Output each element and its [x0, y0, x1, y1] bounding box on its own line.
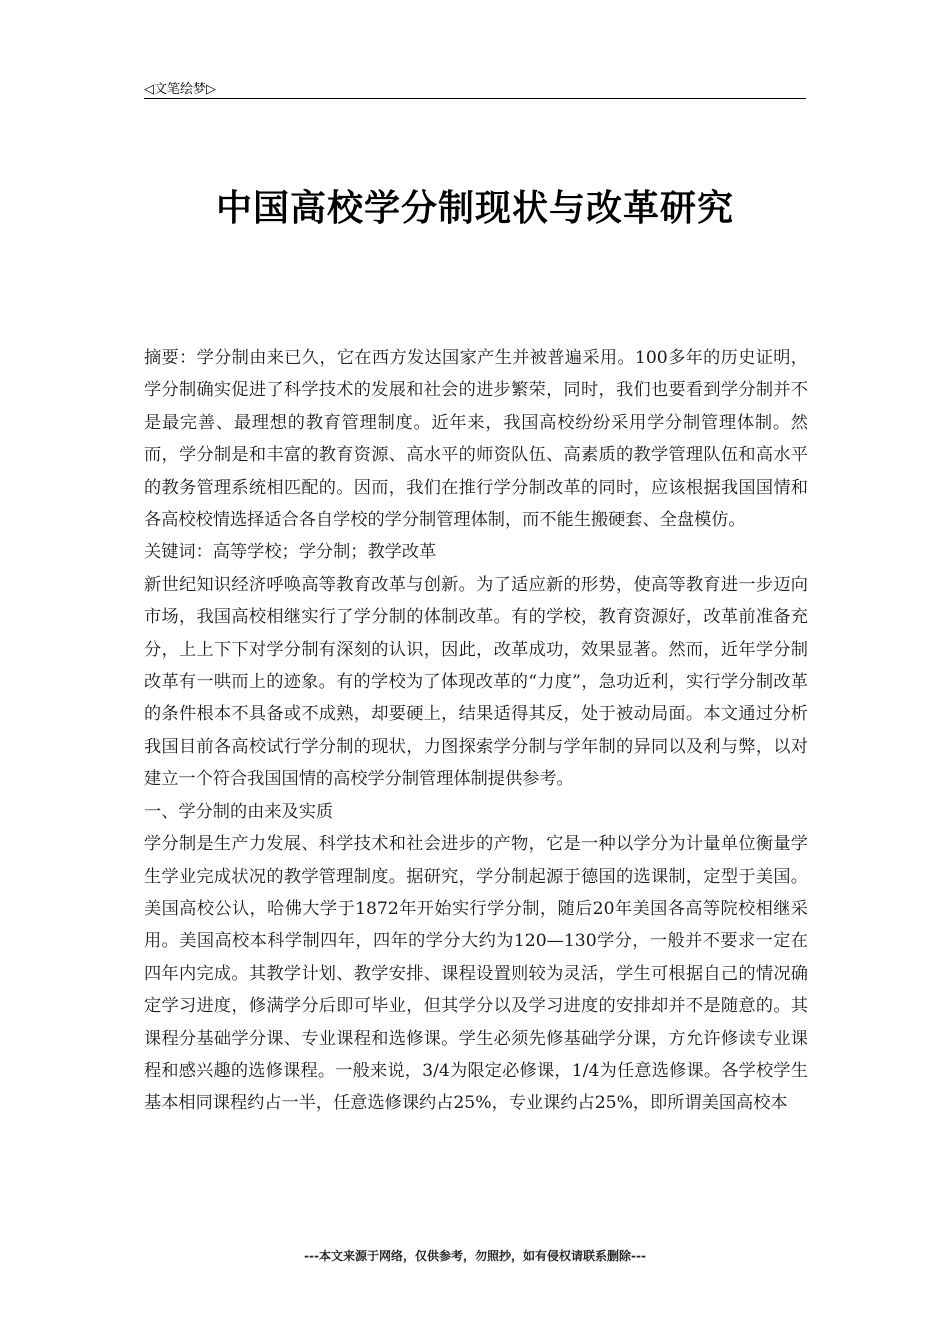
page-footer: ---本文来源于网络，仅供参考，勿照抄，如有侵权请联系删除--- [304, 1249, 646, 1263]
intro-paragraph: 新世纪知识经济呼唤高等教育改革与创新。为了适应新的形势，使高等教育进一步迈向市场，我国高校相继实行了学分制的体制改革。有的学校，教育资源好，改革前准备充分，上上下下对学分制有深刻的认识，因此，改革成功，效果显著。然而，近年学分制改革有一哄而上的迹象。有的学校为了体现改革的“力度”，急功近利，实行学分制改革的条件根本不具备或不成熟，却要硬上，结果适得其反，处于被动局面。本文通过分析我国目前各高校试行学分制的现状，力图探索学分制与学年制的异同以及利与弊，以对建立一个符合我国国情的高校学分制管理体制提供参考。 [144, 574, 808, 790]
section-paragraph: 学分制是生产力发展、科学技术和社会进步的产物，它是一种以学分为计量单位衡量学生学业完成状况的教学管理制度。据研究，学分制起源于德国的选课制，定型于美国。美国高校公认，哈佛大学于1872年开始实行学分制，随后20年美国各高等院校相继采用。美国高校本科学制四年，四年的学分大约为120—130学分，一般并不要求一定在四年内完成。其教学计划、教学安排、课程设置则较为灵活，学生可根据自己的情况确定学习进度，修满学分后即可毕业，但其学分以及学习进度的安排却并不是随意的。其课程分基础学分课、专业课程和选修课。学生必须先修基础学分课，方允许修读专业课程和感兴趣的选修课程。一般来说，3/4为限定必修课，1/4为任意选修课。各学校学生基本相同课程约占一半，任意选修课约占25%，专业课约占25%，即所谓美国高校本 [144, 834, 808, 1114]
document-body [144, 342, 808, 1120]
section-heading: 一、学分制的由来及实质 [144, 801, 334, 822]
page-header [144, 76, 806, 99]
keywords-paragraph: 关键词：高等学校；学分制；教学改革 [144, 542, 437, 563]
document-title: 中国高校学分制现状与改革研究 [215, 188, 734, 229]
header-label: ◁文笔绘梦▷ [144, 82, 216, 97]
abstract-paragraph: 摘要：学分制由来已久，它在西方发达国家产生并被普遍采用。100多年的历史证明，学分制确实促进了科学技术的发展和社会的进步繁荣，同时，我们也要看到学分制并不是最完善、最理想的教育管理制度。近年来，我国高校纷纷采用学分制管理体制。然而，学分制是和丰富的教育资源、高水平的师资队伍、高素质的教学管理队伍和高水平的教务管理系统相匹配的。因而，我们在推行学分制改革的同时，应该根据我国国情和各高校校情选择适合各自学校的学分制管理体制，而不能生搬硬套、全盘模仿。 [144, 348, 808, 531]
